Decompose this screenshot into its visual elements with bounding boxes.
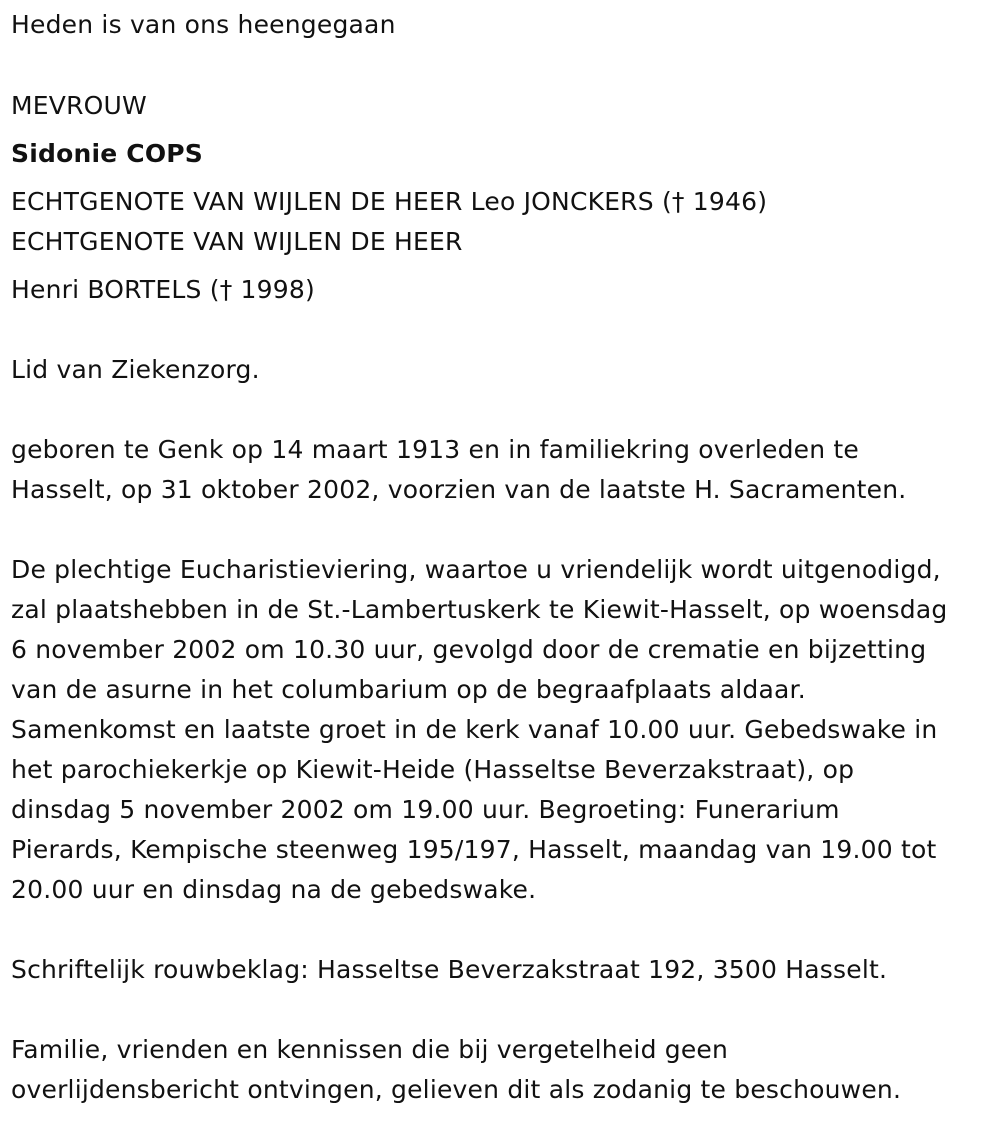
- paragraph-line: Hasselt, op 31 oktober 2002, voorzien van de laatste H. Sacramenten.: [11, 475, 907, 504]
- paragraph-line: zal plaatshebben in de St.-Lambertuskerk te Kiewit-Hasselt, op woensdag: [11, 595, 948, 624]
- spouse-line-2b: Henri BORTELS († 1998): [11, 275, 315, 304]
- birth-death-paragraph: [11, 430, 993, 510]
- membership-text: Lid van Ziekenzorg.: [11, 355, 260, 384]
- paragraph-line: het parochiekerkje op Kiewit-Heide (Hasseltse Beverzakstraat), op: [11, 755, 855, 784]
- paragraph-line: van de asurne in het columbarium op de begraafplaats aldaar.: [11, 675, 806, 704]
- deceased-name: Sidonie COPS: [11, 139, 203, 168]
- paragraph-line: geboren te Genk op 14 maart 1913 en in familiekring overleden te: [11, 435, 859, 464]
- paragraph-line: 6 november 2002 om 10.30 uur, gevolgd door de crematie en bijzetting: [11, 635, 927, 664]
- paragraph-line: Pierards, Kempische steenweg 195/197, Hasselt, maandag van 19.00 tot: [11, 835, 937, 864]
- salutation: MEVROUW: [11, 91, 147, 120]
- closing-paragraph: [11, 1030, 993, 1110]
- ceremony-paragraph: [11, 550, 993, 910]
- paragraph-line: 20.00 uur en dinsdag na de gebedswake.: [11, 875, 537, 904]
- intro-text: Heden is van ons heengegaan: [11, 10, 396, 39]
- condolence-address: Schriftelijk rouwbeklag: Hasseltse Beverzakstraat 192, 3500 Hasselt.: [11, 955, 888, 984]
- spouse-line-1: ECHTGENOTE VAN WIJLEN DE HEER Leo JONCKERS († 1946): [11, 187, 768, 216]
- paragraph-line: De plechtige Eucharistieviering, waartoe u vriendelijk wordt uitgenodigd,: [11, 555, 941, 584]
- paragraph-line: Familie, vrienden en kennissen die bij vergetelheid geen: [11, 1035, 729, 1064]
- spouse-line-2a: ECHTGENOTE VAN WIJLEN DE HEER: [11, 227, 463, 256]
- paragraph-line: overlijdensbericht ontvingen, gelieven dit als zodanig te beschouwen.: [11, 1075, 902, 1104]
- paragraph-line: Samenkomst en laatste groet in de kerk vanaf 10.00 uur. Gebedswake in: [11, 715, 938, 744]
- paragraph-line: dinsdag 5 november 2002 om 19.00 uur. Begroeting: Funerarium: [11, 795, 840, 824]
